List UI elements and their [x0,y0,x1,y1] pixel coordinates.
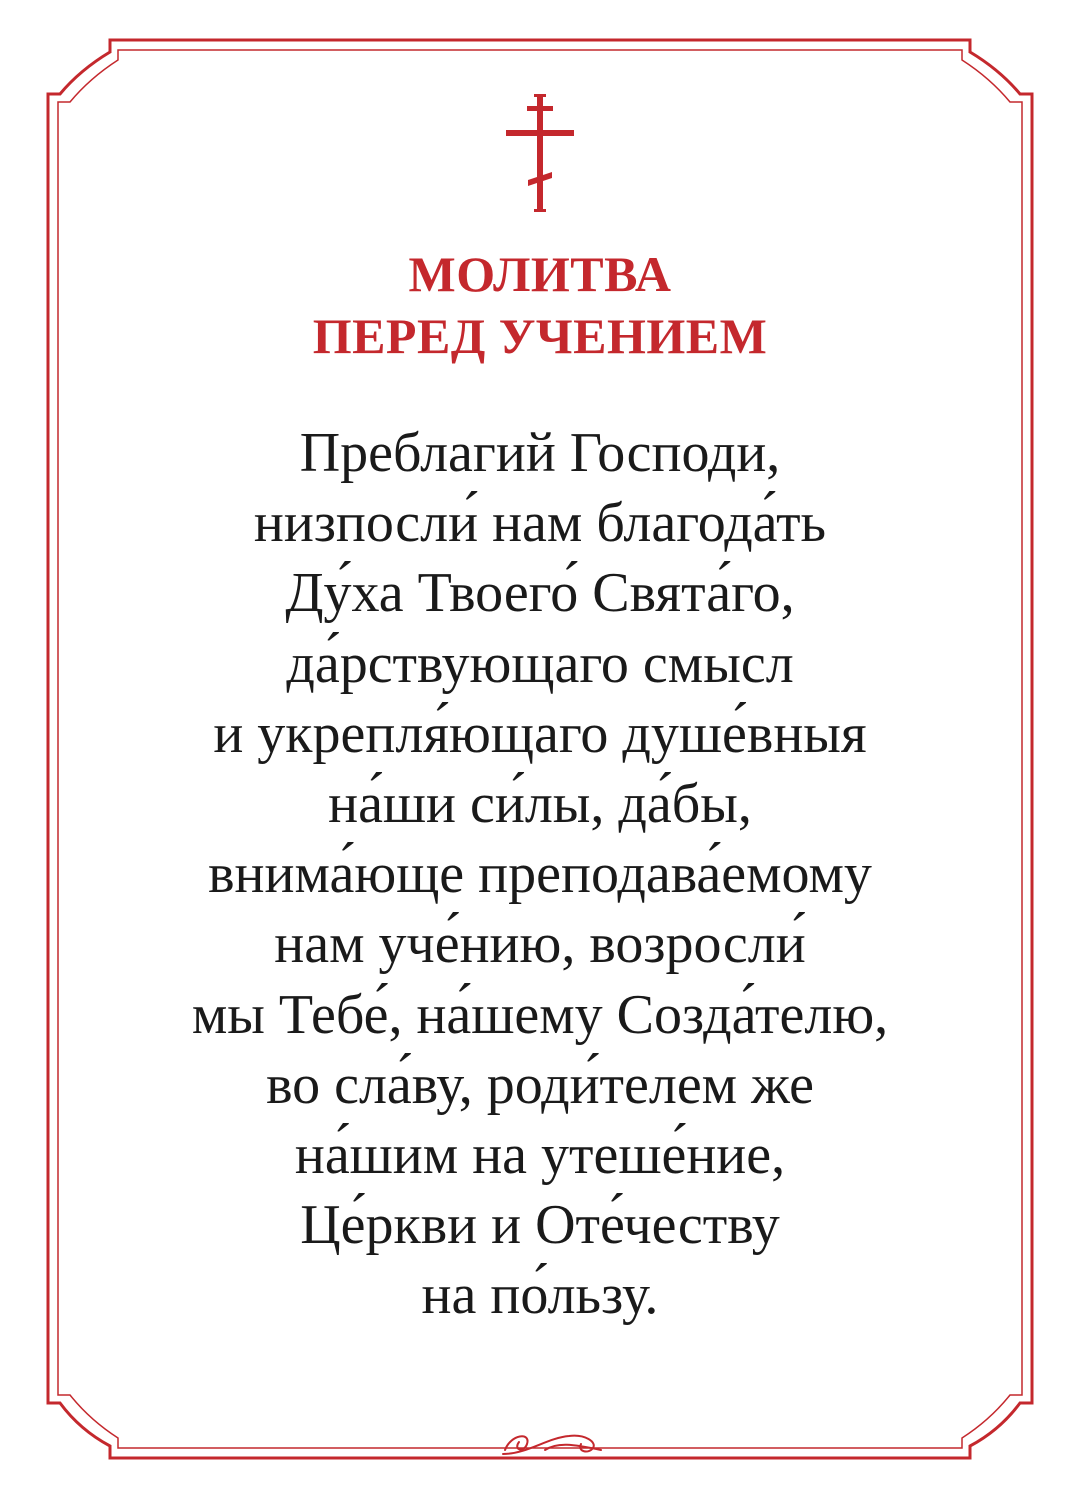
flourish-ornament-icon [497,1420,607,1466]
prayer-line: на по́льзу. [421,1264,659,1327]
prayer-title [0,243,1080,367]
prayer-line: на́шим на утеше́ние, [294,1124,786,1187]
prayer-line: во сла́ву, роди́телем же [266,1053,814,1116]
prayer-line: Ду́ха Твоего́ Свята́го, [285,562,795,625]
prayer-line: да́рствующаго смысл [286,632,794,695]
prayer-line: на́ши си́лы, да́бы, [328,773,752,836]
prayer-line: и укрепля́ющаго душе́вныя [213,702,867,765]
prayer-line: Преблагий Господи, [299,422,781,484]
prayer-line: внима́юще преподава́емому [208,843,872,906]
orthodox-cross-icon [500,94,580,214]
prayer-line: Це́ркви и Оте́честву [300,1194,780,1257]
prayer-line: мы Тебе́, на́шему Созда́телю, [191,983,889,1046]
prayer-text [0,418,1080,1331]
prayer-line: нам уче́нию, возросли́ [274,913,806,976]
title-line-1: МОЛИТВА [408,246,672,302]
title-line-2: ПЕРЕД УЧЕНИЕМ [312,308,768,364]
prayer-line: низпосли́ нам благода́ть [253,492,827,555]
